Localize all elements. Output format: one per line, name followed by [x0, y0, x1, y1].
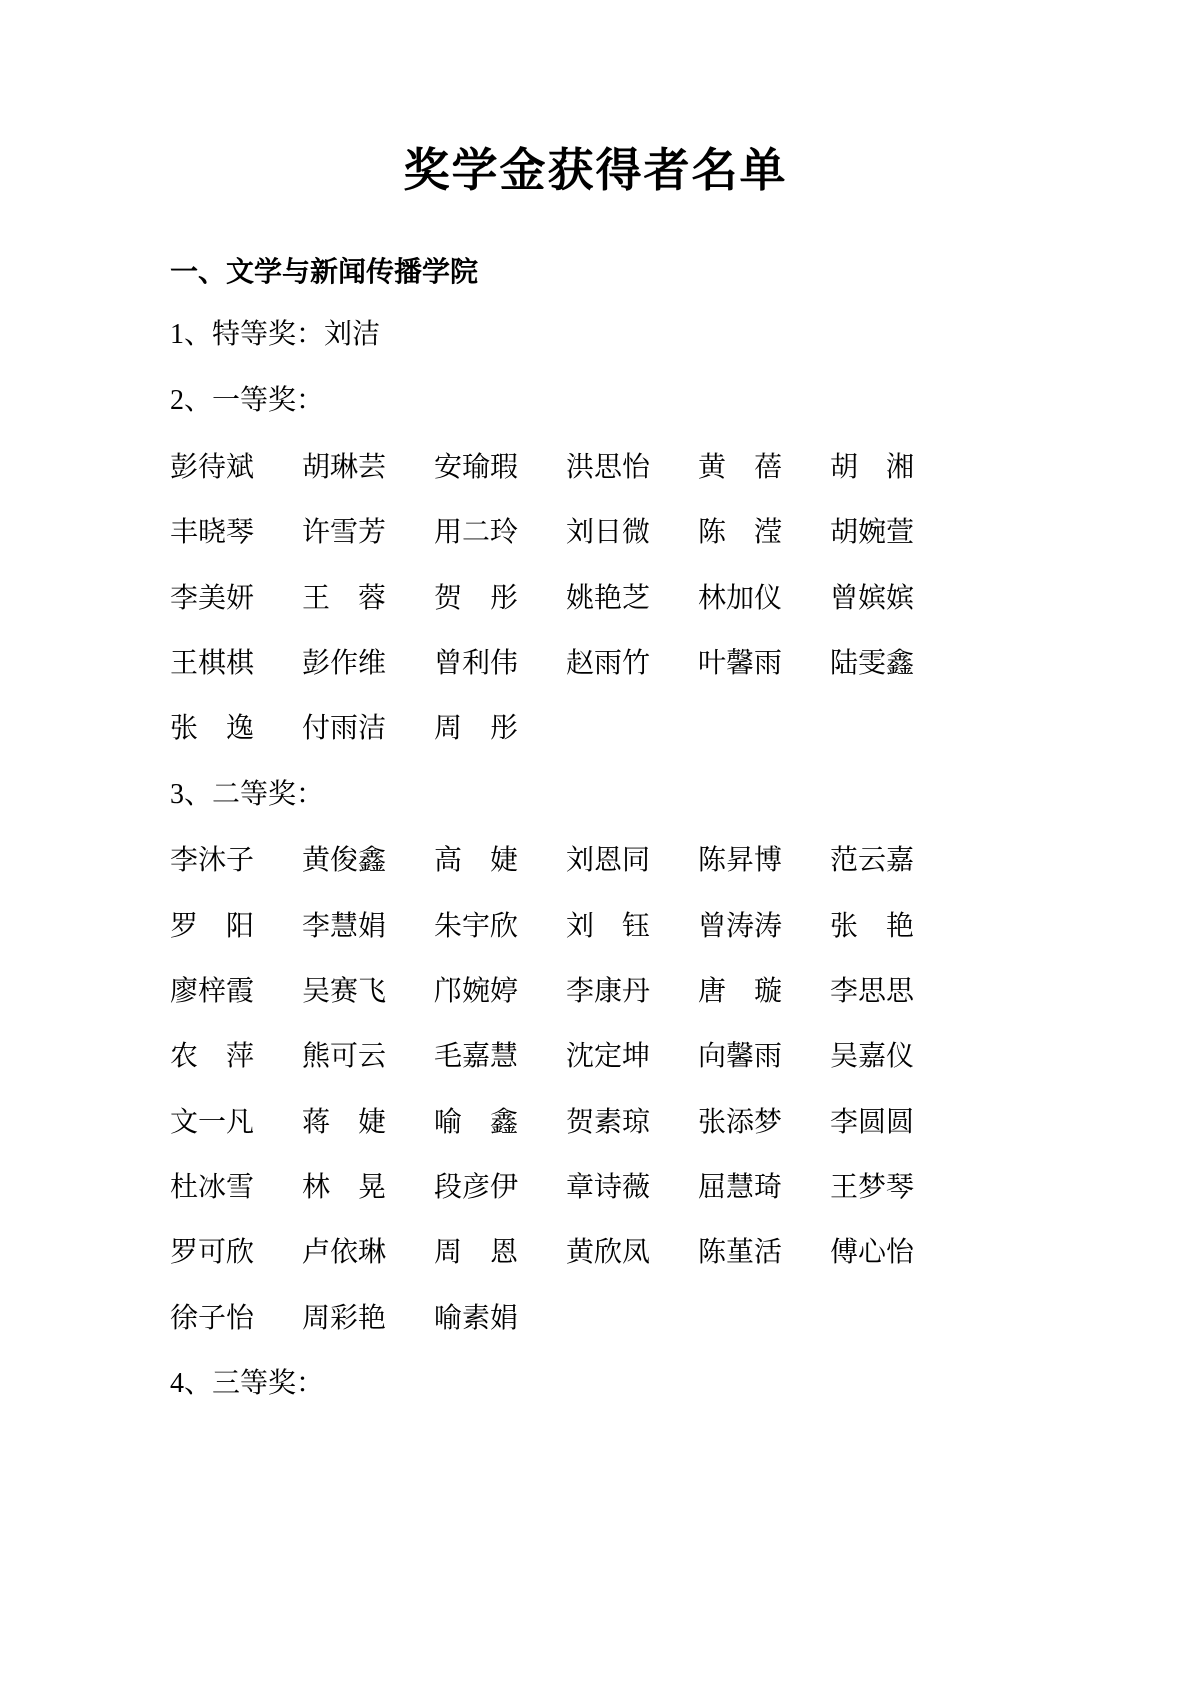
- student-name: 罗 阳: [170, 910, 255, 942]
- student-name: 高 婕: [434, 845, 519, 877]
- student-name: 熊可云: [302, 1041, 387, 1073]
- student-name: 罗可欣: [170, 1237, 255, 1269]
- student-name: 陈堇活: [698, 1237, 783, 1269]
- student-name: 刘日微: [566, 517, 651, 549]
- student-name: 赵雨竹: [566, 647, 651, 679]
- student-name: 张 艳: [830, 910, 915, 942]
- student-name: 林 晃: [302, 1172, 387, 1204]
- first-prize-label: 2、一等奖：: [170, 385, 325, 417]
- student-name: 吴嘉仪: [830, 1041, 915, 1073]
- name-row: [170, 1105, 926, 1141]
- student-name: 范云嘉: [830, 845, 915, 877]
- student-name: 沈定坤: [566, 1041, 651, 1073]
- student-name: 黄欣凤: [566, 1237, 651, 1269]
- student-name: 唐 璇: [698, 975, 783, 1007]
- second-prize-name-grid: [170, 843, 1021, 1337]
- student-name: 刘 钰: [566, 910, 651, 942]
- student-name: 喻素娟: [434, 1302, 519, 1334]
- name-row: [170, 974, 926, 1010]
- student-name: 张添梦: [698, 1106, 783, 1138]
- student-name: 李美妍: [170, 582, 255, 614]
- student-name: 周 彤: [434, 713, 519, 745]
- student-name: 周 恩: [434, 1237, 519, 1269]
- name-row: [170, 1301, 926, 1337]
- student-name: 吴赛飞: [302, 975, 387, 1007]
- student-name: 刘恩同: [566, 845, 651, 877]
- name-row: [170, 515, 926, 551]
- student-name: 张 逸: [170, 713, 255, 745]
- name-row: [170, 581, 926, 617]
- student-name: 林加仪: [698, 582, 783, 614]
- second-prize-label: 3、二等奖：: [170, 778, 325, 810]
- student-name: 丰晓琴: [170, 517, 255, 549]
- student-name: 卢依琳: [302, 1237, 387, 1269]
- student-name: 屈慧琦: [698, 1172, 783, 1204]
- student-name: 农 萍: [170, 1041, 255, 1073]
- student-name: 蒋 婕: [302, 1106, 387, 1138]
- student-name: 洪思怡: [566, 451, 651, 483]
- name-row: [170, 1235, 926, 1271]
- student-name: 彭作维: [302, 647, 387, 679]
- student-name: 胡琳芸: [302, 451, 387, 483]
- student-name: 向馨雨: [698, 1041, 783, 1073]
- special-prize-line: 1、特等奖：刘洁: [170, 318, 381, 350]
- name-row: [170, 909, 926, 945]
- student-name: 陈 滢: [698, 517, 783, 549]
- student-name: 廖梓霞: [170, 975, 255, 1007]
- student-name: 曾利伟: [434, 647, 519, 679]
- student-name: 朱宇欣: [434, 910, 519, 942]
- student-name: 贺 彤: [434, 582, 519, 614]
- name-row: [170, 450, 926, 486]
- student-name: 胡 湘: [830, 451, 915, 483]
- student-name: 王梦琴: [830, 1172, 915, 1204]
- student-name: 陈昇博: [698, 845, 783, 877]
- student-name: 李慧娟: [302, 910, 387, 942]
- student-name: 文一凡: [170, 1106, 255, 1138]
- name-row: [170, 646, 926, 682]
- student-name: 安瑜瑕: [434, 451, 519, 483]
- student-name: 姚艳芝: [566, 582, 651, 614]
- name-row: [170, 711, 926, 747]
- student-name: 王 蓉: [302, 582, 387, 614]
- student-name: 曾涛涛: [698, 910, 783, 942]
- student-name: 黄俊鑫: [302, 845, 387, 877]
- student-name: 邝婉婷: [434, 975, 519, 1007]
- third-prize-label: 4、三等奖：: [170, 1368, 325, 1400]
- student-name: 李圆圆: [830, 1106, 915, 1138]
- student-name: 段彦伊: [434, 1172, 519, 1204]
- student-name: 李沐子: [170, 845, 255, 877]
- name-row: [170, 843, 926, 879]
- student-name: 李康丹: [566, 975, 651, 1007]
- name-row: [170, 1170, 926, 1206]
- student-name: 黄 蓓: [698, 451, 783, 483]
- student-name: 胡婉萱: [830, 517, 915, 549]
- student-name: 喻 鑫: [434, 1106, 519, 1138]
- student-name: 杜冰雪: [170, 1172, 255, 1204]
- student-name: 许雪芳: [302, 517, 387, 549]
- student-name: 陆雯鑫: [830, 647, 915, 679]
- student-name: 章诗薇: [566, 1172, 651, 1204]
- student-name: 王棋棋: [170, 647, 255, 679]
- document-title: 奖学金获得者名单: [403, 145, 788, 196]
- student-name: 李思思: [830, 975, 915, 1007]
- first-prize-name-grid: [170, 450, 1021, 748]
- student-name: 傅心怡: [830, 1237, 915, 1269]
- name-row: [170, 1039, 926, 1075]
- student-name: 曾嫔嫔: [830, 582, 915, 614]
- student-name: 叶馨雨: [698, 647, 783, 679]
- student-name: 用二玲: [434, 517, 519, 549]
- student-name: 付雨洁: [302, 713, 387, 745]
- student-name: 毛嘉慧: [434, 1041, 519, 1073]
- student-name: 彭待斌: [170, 451, 255, 483]
- student-name: 贺素琼: [566, 1106, 651, 1138]
- student-name: 徐子怡: [170, 1302, 255, 1334]
- section-heading: 一、文学与新闻传播学院: [170, 256, 479, 288]
- student-name: 周彩艳: [302, 1302, 387, 1334]
